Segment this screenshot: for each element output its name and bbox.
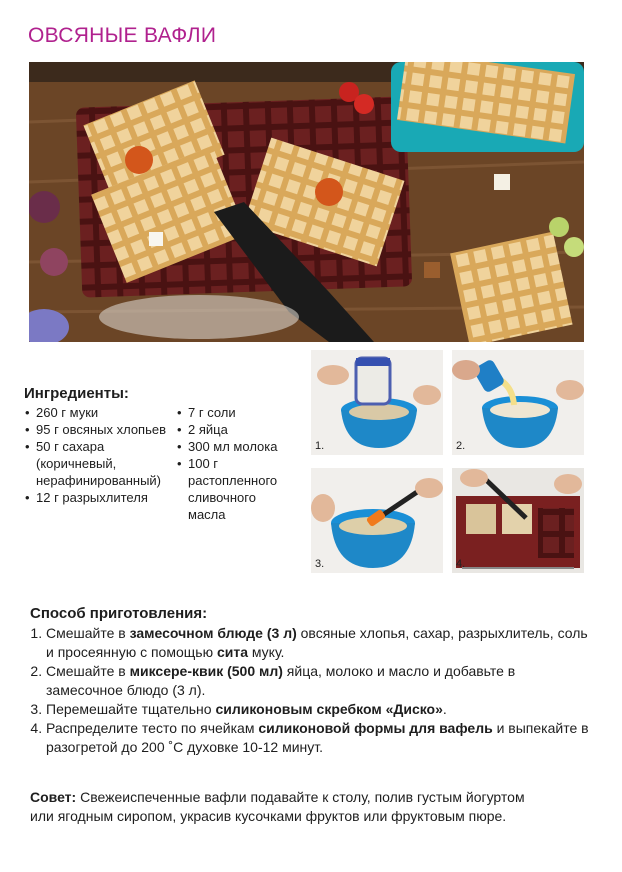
step-number: 2. [456, 440, 466, 452]
tip-label: Совет: [30, 789, 77, 805]
step-number: 1. [315, 440, 325, 452]
ingredient-item: • 2 яйца [176, 421, 286, 438]
ingredient-item: • 300 мл молока [176, 438, 286, 455]
ingredient-item: • 50 г сахара (коричневый, нерафинированный) [24, 438, 176, 489]
step-number: 3. [315, 558, 325, 570]
hero-photo-waffles [29, 62, 584, 342]
ingredient-item: • 7 г соли [176, 404, 286, 421]
ingredients-list-right [176, 404, 286, 523]
step-product: силиконовым скребком «Диско» [215, 701, 443, 717]
step-text: Смешайте в [46, 663, 130, 679]
step-photo-1 [311, 350, 443, 455]
ingredient-item: • 100 г растопленного сливочного масла [176, 455, 286, 523]
step-text: Перемешайте тщательно [46, 701, 216, 717]
method-step [46, 624, 590, 662]
method-step [46, 662, 590, 700]
step-number: 4. [456, 558, 466, 570]
ingredients-section [24, 385, 314, 523]
method-title: Способ приготовления: [30, 605, 208, 622]
step-photo-3 [311, 468, 443, 573]
method-step [46, 700, 590, 719]
step-text: и выпекайте в разогретой до 200 ˚С духовке 10-12 минут. [46, 720, 589, 755]
step-product: миксере-квик (500 мл) [129, 663, 283, 679]
step-text: муку. [248, 644, 285, 660]
recipe-title: ОВСЯНЫЕ ВАФЛИ [28, 24, 217, 47]
ingredient-item: • 95 г овсяных хлопьев [24, 421, 176, 438]
step-text: овсяные хлопья, сахар, разрыхлитель, соль и просеянную с помощью [46, 625, 588, 660]
step-text: . [442, 701, 447, 717]
tip-text: Свежеиспеченные вафли подавайте к столу, полив густым йогуртом или ягодным сиропом, украсив кусочками фруктов или фруктовым пюре. [30, 789, 525, 824]
step-text: Распределите тесто по ячейкам [46, 720, 259, 736]
ingredient-item: • 12 г разрыхлителя [24, 489, 176, 506]
ingredient-item: • 260 г муки [24, 404, 176, 421]
step-photo-4 [452, 468, 584, 573]
step-text: Смешайте в [46, 625, 130, 641]
step-product: сита [216, 644, 248, 660]
ingredients-list-left [24, 404, 176, 523]
step-text: яйца, молоко и масло и добавьте в замесочное блюдо (3 л). [46, 663, 516, 698]
step-product: силиконовой формы для вафель [258, 720, 493, 736]
method-step [46, 719, 590, 757]
step-photo-2 [452, 350, 584, 455]
tip-section [30, 788, 550, 826]
method-section [30, 604, 590, 757]
ingredients-title: Ингредиенты: [24, 385, 129, 402]
step-product: замесочном блюде (3 л) [129, 625, 297, 641]
method-steps [30, 624, 590, 757]
